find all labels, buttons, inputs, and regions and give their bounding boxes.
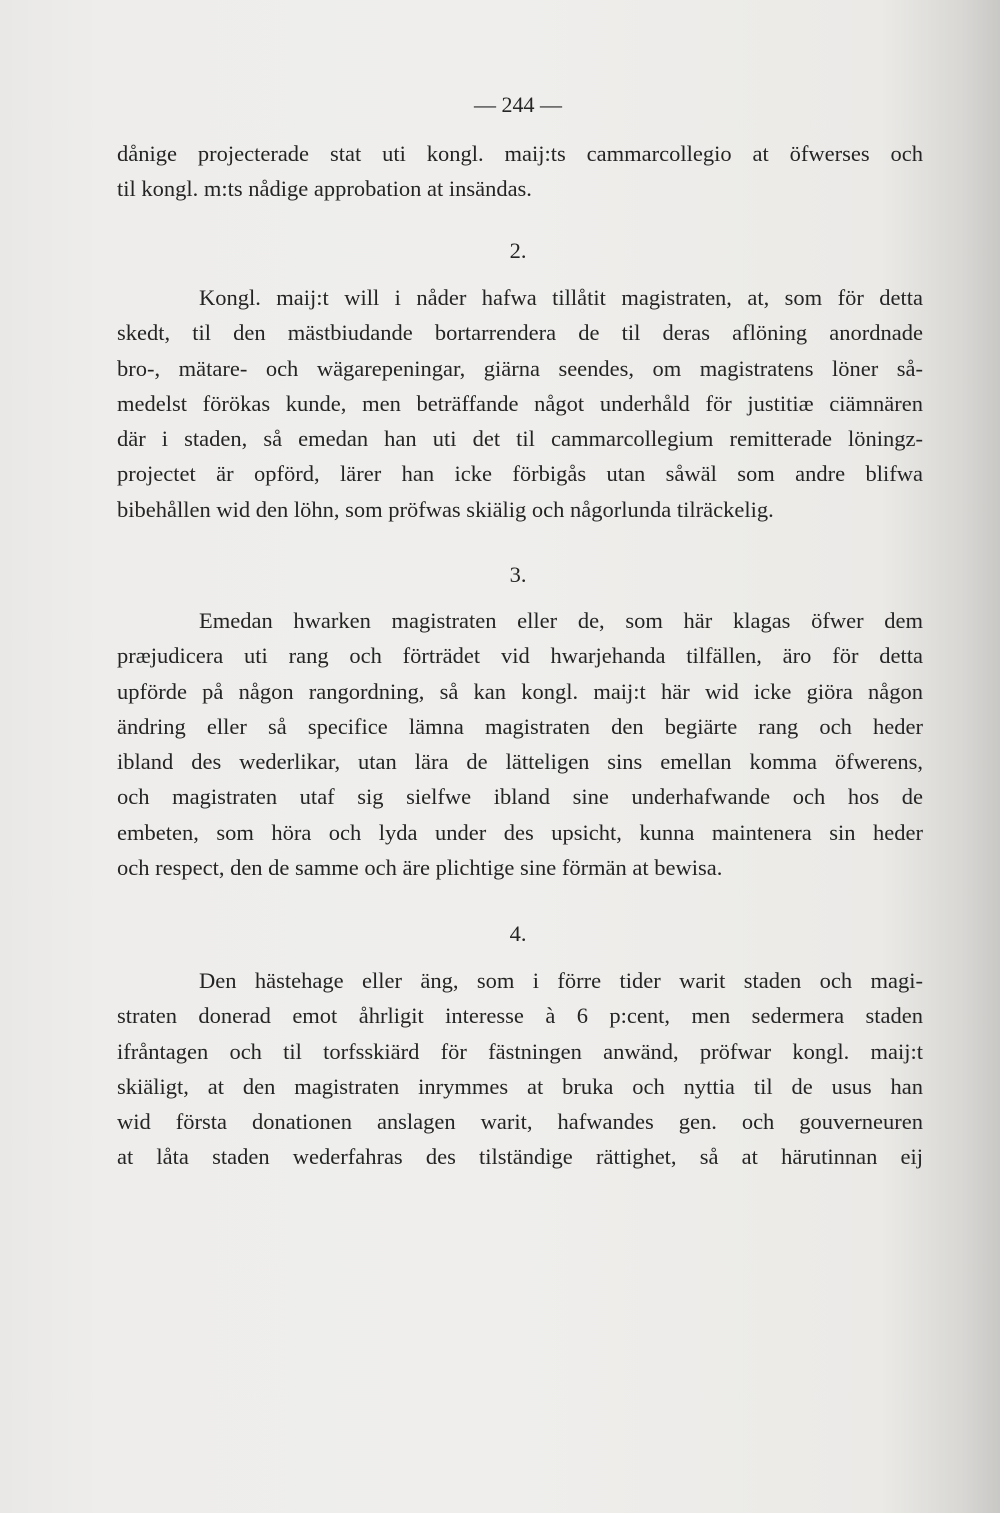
page-number: — 244 — [474,92,562,117]
section-number-3: 3. [509,562,527,587]
paragraph-1 [117,136,923,207]
text-line: medelst förökas kunde, men beträffande något underhåld för justitiæ ciämnären [117,390,923,416]
text-line: til kongl. m:ts nådige approbation at insändas. [117,176,532,202]
section-number-2: 2. [509,238,527,263]
text-line: och magistraten utaf sig sielfwe ibland sine underhafwande och hos de [117,784,923,810]
text-line: skedt, til den mästbiudande bortarrendera de til deras aflöning anordnade [117,320,923,346]
text-line: Emedan hwarken magistraten eller de, som här klagas öfwer dem [199,608,923,633]
text-line: bibehållen wid den löhn, som pröfwas skiälig och någorlunda tilräckelig. [117,496,774,522]
paragraph-2 [117,280,923,527]
text-line: ändring eller så specifice lämna magistraten den begiärte rang och heder [117,713,923,739]
text-line: ibland des wederlikar, utan lära de lätteligen sins emellan komma öfwerens, [117,749,923,775]
text-line: upförde på någon rangordning, så kan kongl. maij:t här wid icke giöra någon [117,678,923,704]
text-line: embeten, som höra och lyda under des upsicht, kunna maintenera sin heder [117,819,923,845]
text-line: dånige projecterade stat uti kongl. maij:ts cammarcollegio at öfwerses och [117,141,923,166]
text-line: ifråntagen och til torfsskiärd för fästningen anwänd, pröfwar kongl. maij:t [117,1038,923,1064]
text-line: och respect, den de samme och äre plichtige sine förmän at bewisa. [117,855,723,881]
paragraph-4 [117,963,923,1175]
text-line: Kongl. maij:t will i nåder hafwa tillåtit magistraten, at, som för detta [199,285,923,310]
text-line: Den hästehage eller äng, som i förre tider warit staden och magi- [199,968,923,993]
text-line: wid första donationen anslagen warit, hafwandes gen. och gouverneuren [117,1109,923,1135]
text-line: straten donerad emot åhrligit interesse à 6 p:cent, men sedermera staden [117,1003,923,1029]
text-line: at låta staden wederfahras des tilständige rättighet, så at härutinnan eij [117,1144,923,1170]
paragraph-3 [117,603,923,885]
text-line: där i staden, så emedan han uti det til cammarcollegium remitterade löningz- [117,426,923,452]
text-line: projectet är opförd, lärer han icke förbigås utan såwäl som andre blifwa [117,461,923,487]
text-line: skiäligt, at den magistraten inrymmes at bruka och nyttia til de usus han [117,1073,923,1099]
text-line: præjudicera uti rang och förträdet vid hwarjehanda tilfällen, äro för detta [117,643,923,669]
text-line: bro-, mätare- och wägarepeningar, giärna seendes, om magistratens löner så- [117,355,923,381]
section-number-4: 4. [509,921,527,946]
